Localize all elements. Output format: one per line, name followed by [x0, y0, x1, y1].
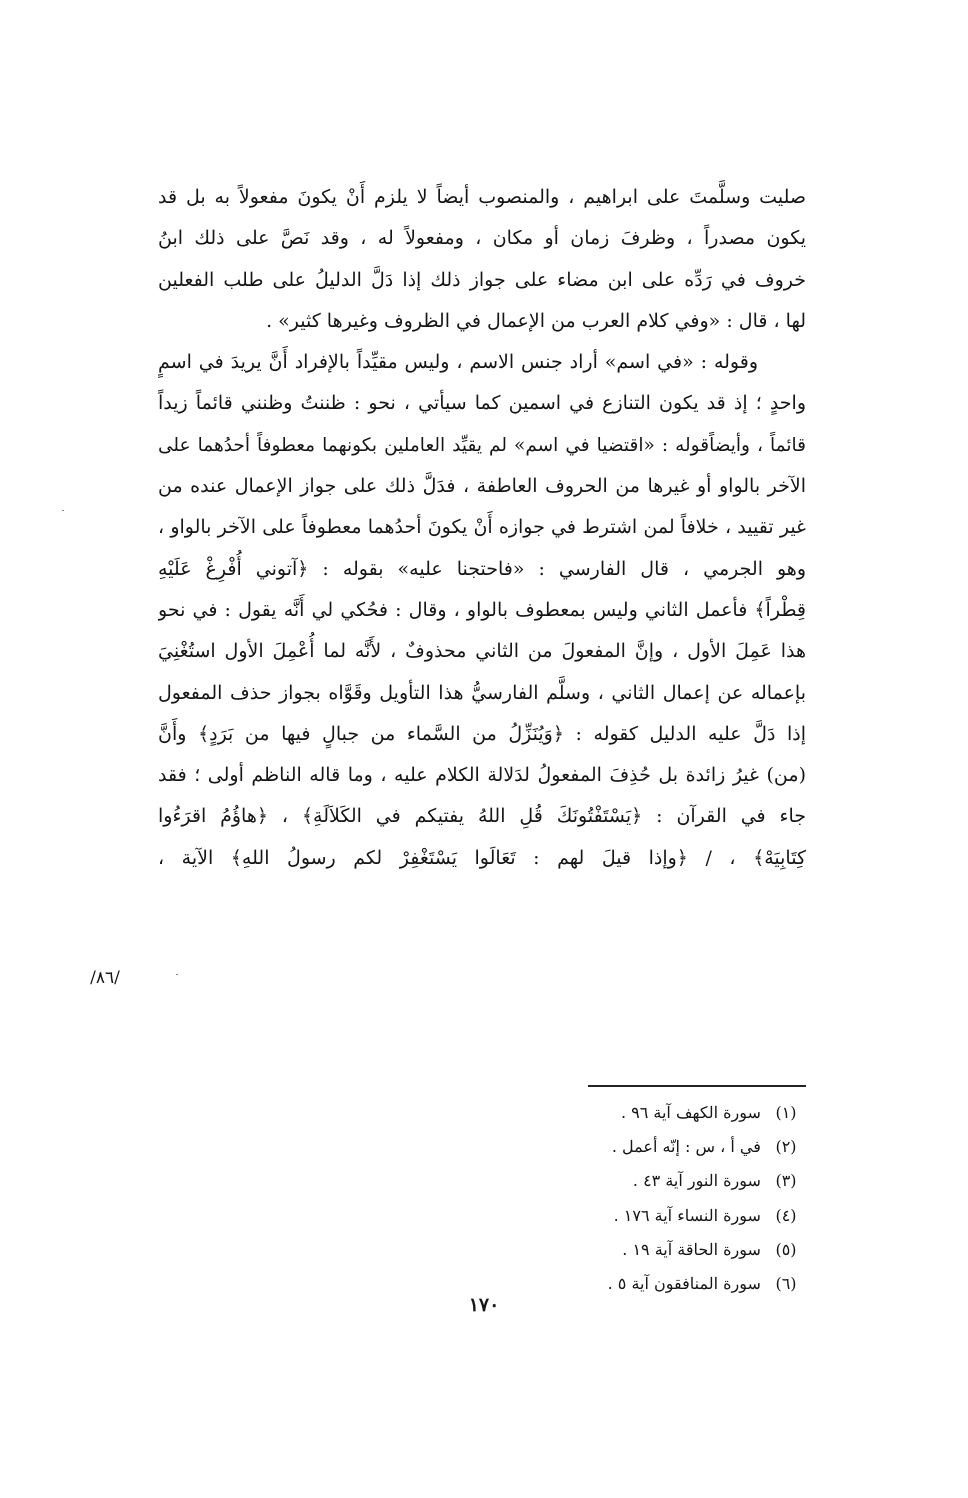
- text-line: بإعماله عن إعمال الثاني ، وسلَّم الفارسيُّ هذا التأويل وقَوَّاه بجواز حذف المفعول: [158, 681, 806, 704]
- footnote-text: سورة الحاقة آية ١٩ .: [622, 1239, 761, 1259]
- footnote-item: [520, 1199, 806, 1233]
- text-line: جاء في القرآن : ﴿يَسْتَفْتُونَكَ قُلِ اللهُ يفتيكم في الكَلاَلَةِ﴾ ، ﴿هاؤُمُ اقرَءُوا: [158, 805, 806, 828]
- footnote-item: [520, 1130, 806, 1164]
- footnote-number: (٦): [775, 1273, 797, 1293]
- footnote-number: (٢): [775, 1137, 797, 1157]
- text-line: قِطْراً﴾ فأعمل الثاني وليس بمعطوف بالواو ، وقال : فحُكي لي أَنَّه يقول : في نحو: [158, 598, 806, 621]
- text-line: قائماً ، وأيضاًقوله : «اقتضيا في اسم» لم يقيِّد العاملين بكونهما معطوفاً أحدُهما على: [158, 434, 806, 456]
- footnote-text: سورة الكهف آية ٩٦ .: [620, 1103, 761, 1122]
- main-text-block: [158, 177, 806, 879]
- footnote-item: [520, 1096, 806, 1130]
- text-line: غير تقييد ، خلافاً لمن اشترط في جوازه أَنْ يكونَ أحدُهما معطوفاً على الآخر بالواو ،: [158, 516, 806, 539]
- footnote-number: (٥): [775, 1239, 797, 1259]
- scan-speck: [62, 510, 64, 511]
- scan-speck: [176, 974, 178, 975]
- text-line: وقوله : «في اسم» أراد جنس الاسم ، وليس مقيِّداً بالإفراد أَنَّ يريدَ في اسمٍ: [158, 351, 758, 374]
- text-line: صليت وسلَّمتَ على ابراهيم ، والمنصوب أيضاً لا يلزم أَنْ يكونَ مفعولاً به بل قد: [158, 186, 806, 208]
- footnote-number: (٣): [775, 1171, 797, 1191]
- footnotes-list: [520, 1096, 806, 1301]
- text-line: إذا دَلَّ عليه الدليل كقوله : ﴿وَيُنَزِّلُ من السَّماء من جبالٍ فيها من بَرَدٍ﴾ وأَنَّ: [158, 722, 806, 745]
- text-line: وهو الجرمي ، قال الفارسي : «فاحتجنا عليه» بقوله : ﴿آتوني أُفْرِغْ عَلَيْهِ: [158, 557, 806, 580]
- text-line: كِتَابِيَهْ﴾ ، / ﴿وإذا قيلَ لهم : تَعَالَوا يَسْتَغْفِرْ لكم رسولُ اللهِ﴾ الآية ،: [158, 846, 806, 869]
- footnote-separator: [588, 1085, 806, 1087]
- footnote-item: [520, 1233, 806, 1267]
- text-line: واحدٍ ؛ إذ قد يكون التنازع في اسمين كما سيأتي ، نحو : ظننتُ وظنني قائماً زيداً: [158, 392, 806, 415]
- footnote-number: (١): [775, 1103, 797, 1122]
- text-line: يكون مصدراً ، وظرفَ زمان أو مكان ، ومفعولاً له ، وقد نَصَّ على ذلك ابنُ: [158, 227, 806, 250]
- footnote-text: سورة المنافقون آية ٥ .: [607, 1273, 761, 1293]
- text-line: الآخر بالواو أو غيرها من الحروف العاطفة ، فدَلَّ ذلك على جواز الإعمال عنده من: [158, 475, 806, 498]
- footnote-text: سورة النساء آية ١٧٦ .: [613, 1205, 761, 1225]
- text-line: لها ، قال : «وفي كلام العرب من الإعمال في الظروف وغيرها كثير» .: [266, 309, 806, 332]
- text-line: هذا عَمِلَ الأول ، وإنَّ المفعولَ من الثاني محذوفٌ ، لأَنَّه لما أُعْمِلَ الأول استُغْنِيَ: [158, 640, 806, 663]
- footnote-text: سورة النور آية ٤٣ .: [632, 1171, 761, 1191]
- text-line: (من) غيرُ زائدة بل حُذِفَ المفعولُ لدَلالة الكلام عليه ، وما قاله الناظم أولى ؛ فقد: [158, 764, 806, 787]
- page-number: ١٧٠: [468, 1294, 500, 1316]
- manuscript-folio-marker: /٨٦/: [90, 968, 120, 988]
- text-line: خروف في رَدِّه على ابن مضاء على جواز ذلك إذا دَلَّ الدليلُ على طلب الفعلين: [158, 268, 806, 291]
- footnote-item: [520, 1164, 806, 1198]
- footnote-text: في أ ، س : إنّه أعمل .: [611, 1137, 761, 1157]
- footnote-item: [520, 1267, 806, 1301]
- footnote-number: (٤): [775, 1205, 797, 1225]
